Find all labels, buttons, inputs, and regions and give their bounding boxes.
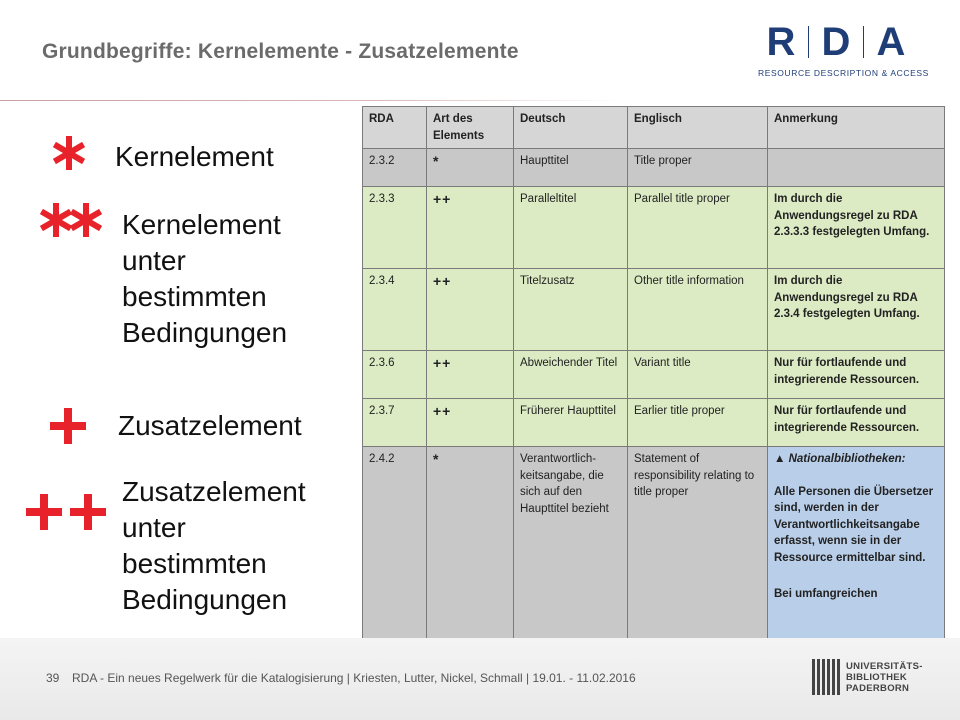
logo-separator xyxy=(863,26,864,58)
cell-englisch: Statement of responsibility relating to title proper xyxy=(628,447,768,645)
national-library-note-tail: Bei umfangreichen xyxy=(774,588,878,600)
cell-art: ++ xyxy=(427,351,514,399)
cell-anmerkung xyxy=(768,149,945,187)
university-library-logo xyxy=(812,659,923,695)
cell-deutsch: Verantwortlich-keitsangabe, die sich auf den Haupttitel bezieht xyxy=(514,447,628,645)
cell-anmerkung: Nur für fortlaufende und integrierende Ressourcen. xyxy=(768,351,945,399)
table-row xyxy=(363,399,945,447)
col-header-anmerkung: Anmerkung xyxy=(768,107,945,149)
legend-line: unter xyxy=(122,245,186,276)
table-row xyxy=(363,149,945,187)
legend-line: unter xyxy=(122,512,186,543)
col-header-deutsch: Deutsch xyxy=(514,107,628,149)
national-library-note-heading: ▲ Nationalbibliotheken: xyxy=(774,453,906,465)
double-asterisk-icon xyxy=(40,202,104,238)
cell-englisch: Variant title xyxy=(628,351,768,399)
library-logo-line: BIBLIOTHEK xyxy=(846,671,908,683)
asterisk-icon xyxy=(52,136,86,170)
cell-deutsch: Abweichender Titel xyxy=(514,351,628,399)
rda-elements-table xyxy=(362,106,945,645)
cell-art: * xyxy=(427,447,514,645)
cell-englisch: Parallel title proper xyxy=(628,187,768,269)
cell-englisch: Title proper xyxy=(628,149,768,187)
cell-art: ++ xyxy=(427,269,514,351)
legend-label-zusatzelement: Zusatzelement xyxy=(118,410,302,441)
cell-englisch: Other title information xyxy=(628,269,768,351)
legend-line: Bedingungen xyxy=(122,584,288,615)
cell-deutsch: Früherer Haupttitel xyxy=(514,399,628,447)
legend-label-zusatzelement-bedingt xyxy=(122,474,306,618)
cell-anmerkung: Nur für fortlaufende und integrierende Ressourcen. xyxy=(768,399,945,447)
cell-deutsch: Paralleltitel xyxy=(514,187,628,269)
legend-line: Bedingungen xyxy=(122,317,288,348)
footer-text: RDA - Ein neues Regelwerk für die Katalogisierung | Kriesten, Lutter, Nickel, Schmall | 19.01. - 11.02.2016 xyxy=(72,671,636,685)
cell-anmerkung: Im durch die Anwendungsregel zu RDA 2.3.4 festgelegten Umfang. xyxy=(768,269,945,351)
table-row xyxy=(363,351,945,399)
cell-anmerkung: Im durch die Anwendungsregel zu RDA 2.3.3.3 festgelegten Umfang. xyxy=(768,187,945,269)
library-logo-bars-icon xyxy=(812,659,840,695)
legend-line: bestimmten xyxy=(122,548,267,579)
cell-deutsch: Titelzusatz xyxy=(514,269,628,351)
cell-art: * xyxy=(427,149,514,187)
library-logo-line: PADERBORN xyxy=(846,682,910,694)
legend-label-kernelement-bedingt xyxy=(122,207,287,351)
national-library-note-text: Alle Personen die Übersetzer sind, werden in der Verantwortlichkeitsangabe erfasst, wenn sie in der Ressource ermittelbar sind. xyxy=(774,485,934,564)
col-header-englisch: Englisch xyxy=(628,107,768,149)
rda-logo-subtitle: RESOURCE DESCRIPTION & ACCESS xyxy=(758,68,929,78)
cell-rda: 2.3.7 xyxy=(363,399,427,447)
cell-anmerkung xyxy=(768,447,945,645)
plus-icon xyxy=(48,406,88,446)
cell-englisch: Earlier title proper xyxy=(628,399,768,447)
table-row xyxy=(363,187,945,269)
cell-art: ++ xyxy=(427,187,514,269)
rda-logo xyxy=(758,22,946,80)
logo-letter-r: R xyxy=(766,20,796,64)
double-plus-icon xyxy=(24,492,108,532)
col-header-rda: RDA xyxy=(363,107,427,149)
cell-rda: 2.3.4 xyxy=(363,269,427,351)
rda-logo-letters xyxy=(758,22,946,62)
cell-deutsch: Haupttitel xyxy=(514,149,628,187)
cell-rda: 2.3.6 xyxy=(363,351,427,399)
cell-art: ++ xyxy=(427,399,514,447)
cell-rda: 2.3.2 xyxy=(363,149,427,187)
col-header-art: Art des Elements xyxy=(427,107,514,149)
table-header-row xyxy=(363,107,945,149)
table-row xyxy=(363,269,945,351)
legend-label-kernelement: Kernelement xyxy=(115,141,274,172)
title-underline xyxy=(0,100,620,101)
logo-separator xyxy=(808,26,809,58)
table-row xyxy=(363,447,945,645)
cell-rda: 2.4.2 xyxy=(363,447,427,645)
legend-line: Zusatzelement xyxy=(122,476,306,507)
page-number: 39 xyxy=(46,671,60,685)
legend-line: Kernelement xyxy=(122,209,281,240)
cell-rda: 2.3.3 xyxy=(363,187,427,269)
library-logo-text xyxy=(846,661,923,694)
legend-line: bestimmten xyxy=(122,281,267,312)
library-logo-line: UNIVERSITÄTS- xyxy=(846,660,923,672)
logo-letter-a: A xyxy=(876,20,906,64)
slide-title: Grundbegriffe: Kernelemente - Zusatzelemente xyxy=(42,40,519,63)
logo-letter-d: D xyxy=(821,20,851,64)
